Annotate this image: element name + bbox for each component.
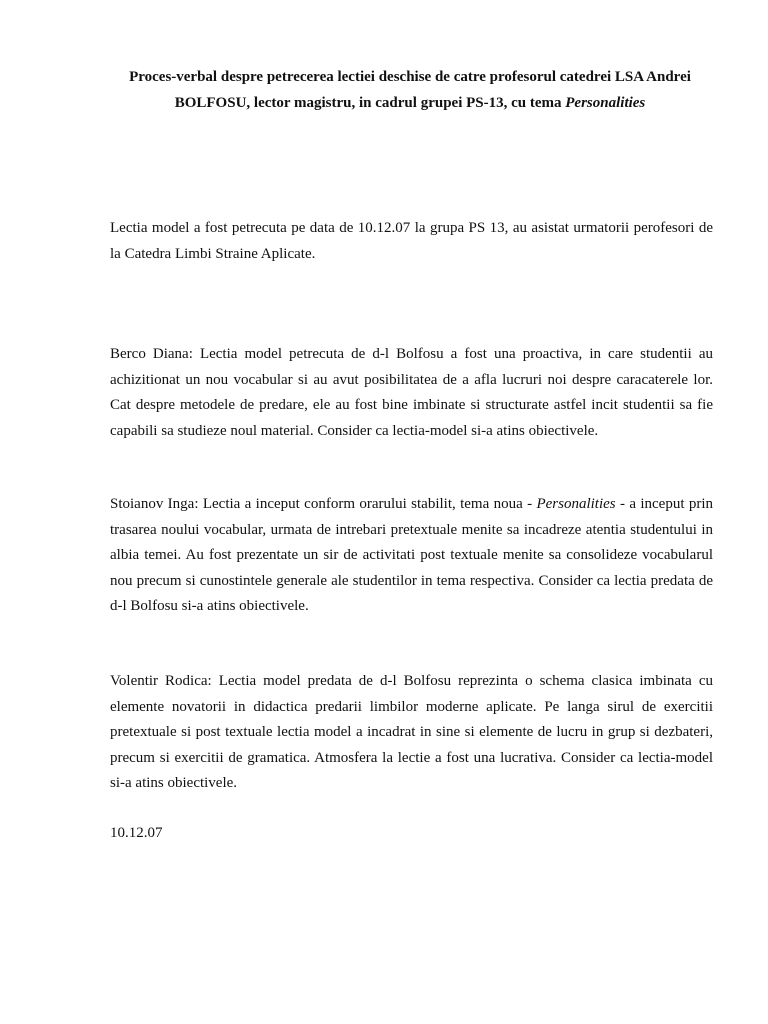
document-title [100, 64, 720, 116]
title-line-2: BOLFOSU, lector magistru, in cadrul grupei PS-13, cu tema [174, 95, 566, 111]
review-berco-diana: Berco Diana: Lectia model petrecuta de d-l Bolfosu a fost una proactiva, in care studentii au achizitionat un nou vocabular si au avut posibilitatea de a afla lucruri noi despre caracaterele lor. Cat despre metodele de predare, ele au fost bine imbinate si structurate astfel incit studentii sa fie capabili sa studieze noul material. Consider ca lectia-model si-a atins obiectivele. [110, 346, 713, 439]
review-stoianov-text-end: - a inceput prin trasarea noului vocabular, urmata de intrebari pretextuale menite sa incadreze atentia studentului in albia temei. Au fost prezentate un sir de activitati post textuale menite sa consolideze vocabularul nou precum si cunostintele generale ale studentilor in tema respectiva. Consider ca lectia predata de d-l Bolfosu si-a atins obiectivele. [110, 496, 714, 614]
title-topic: Personalities [565, 95, 646, 111]
review-stoianov-topic: Personalities [536, 496, 616, 512]
review-volentir-rodica: Volentir Rodica: Lectia model predata de d-l Bolfosu reprezinta o schema clasica imbinata cu elemente novatorii in didactica predarii limbilor moderne aplicate. Pe langa sirul de exercitii pretextuale si post textuale lectia model a incadrat in sine si elemente de lucru in grup si dezbateri, precum si exercitii de gramatica. Atmosfera la lectie a fost una lucrativa. Consider ca lectia-model si-a atins obiectivele. [110, 673, 713, 791]
title-line-1: Proces-verbal despre petrecerea lectiei deschise de catre profesorul catedrei LSA Andrei [129, 69, 691, 85]
review-stoianov-inga [110, 492, 713, 620]
review-stoianov-text-start: Stoianov Inga: Lectia a inceput conform orarului stabilit, tema noua - [110, 496, 537, 512]
intro-paragraph: Lectia model a fost petrecuta pe data de 10.12.07 la grupa PS 13, au asistat urmatorii perofesori de la Catedra Limbi Straine Aplicate. [110, 220, 713, 262]
document-date: 10.12.07 [110, 825, 163, 841]
